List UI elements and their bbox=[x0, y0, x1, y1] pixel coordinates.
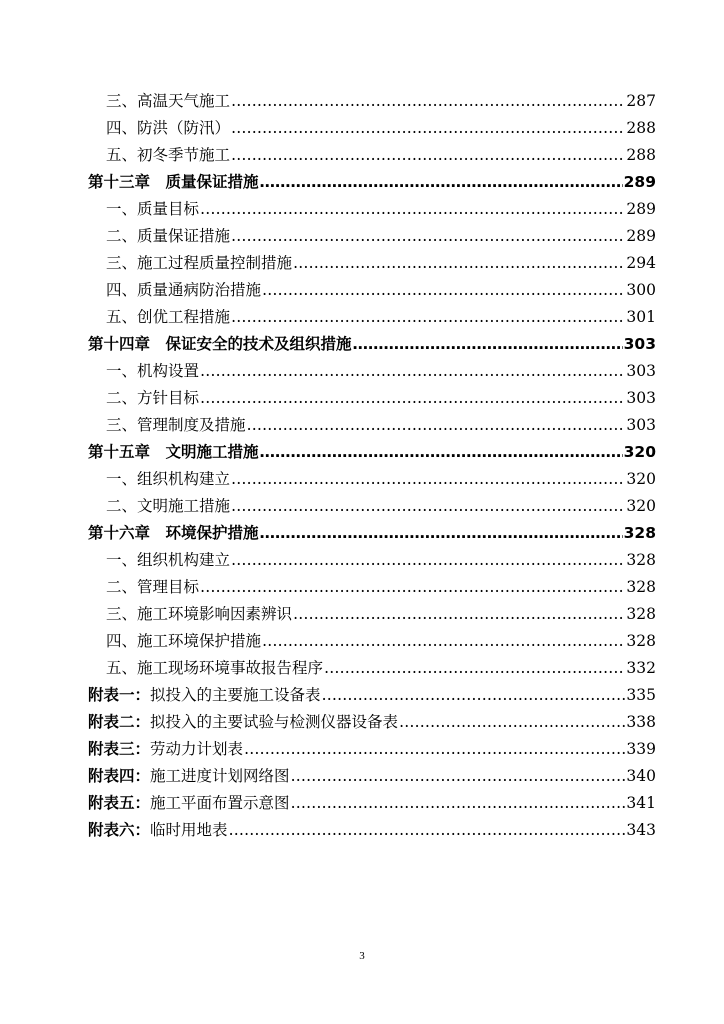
toc-page-number: 332 bbox=[626, 659, 656, 677]
toc-dot-leader bbox=[200, 358, 625, 385]
toc-page-number: 328 bbox=[626, 605, 656, 623]
toc-appendix-name: 施工进度计划网络图 bbox=[150, 767, 290, 785]
toc-entry[interactable] bbox=[88, 655, 656, 682]
toc-appendix-title bbox=[88, 790, 290, 817]
toc-page-number: 328 bbox=[626, 551, 656, 569]
toc-entry[interactable] bbox=[88, 574, 656, 601]
toc-entry-title: 五、施工现场环境事故报告程序 bbox=[106, 659, 324, 677]
toc-entry[interactable] bbox=[88, 88, 656, 115]
toc-appendix-name: 拟投入的主要施工设备表 bbox=[150, 686, 321, 704]
toc-entry[interactable] bbox=[88, 223, 656, 250]
toc-dot-leader bbox=[322, 682, 626, 709]
toc-page-number: 338 bbox=[626, 713, 656, 731]
toc-page-number: 288 bbox=[626, 146, 656, 164]
toc-entry-title: 一、组织机构建立 bbox=[106, 551, 231, 569]
toc-page-number: 301 bbox=[626, 308, 656, 326]
toc-page-number: 294 bbox=[626, 254, 656, 272]
toc-page-number: 320 bbox=[623, 443, 656, 461]
toc-dot-leader bbox=[229, 817, 626, 844]
toc-entry-title: 二、方针目标 bbox=[106, 389, 200, 407]
toc-entry[interactable] bbox=[88, 412, 656, 439]
toc-page-number: 303 bbox=[626, 362, 656, 380]
toc-appendix-entry[interactable] bbox=[88, 736, 656, 763]
toc-page-number: 328 bbox=[623, 524, 656, 542]
toc-dot-leader bbox=[260, 169, 623, 196]
toc-chapter-title: 第十三章 质量保证措施 bbox=[88, 173, 259, 191]
toc-dot-leader bbox=[293, 250, 625, 277]
toc-entry-title: 三、施工过程质量控制措施 bbox=[106, 254, 293, 272]
toc-chapter-entry[interactable] bbox=[88, 520, 656, 547]
toc-appendix-label: 附表四： bbox=[88, 767, 151, 785]
toc-page-number: 339 bbox=[626, 740, 656, 758]
toc-entry-title: 四、防洪（防汛） bbox=[106, 119, 231, 137]
toc-dot-leader bbox=[262, 628, 625, 655]
toc-dot-leader bbox=[291, 763, 626, 790]
toc-appendix-title bbox=[88, 763, 290, 790]
toc-appendix-label: 附表一： bbox=[88, 686, 151, 704]
toc-appendix-name: 拟投入的主要试验与检测仪器设备表 bbox=[150, 713, 399, 731]
toc-dot-leader bbox=[260, 520, 623, 547]
toc-appendix-title bbox=[88, 709, 398, 736]
toc-dot-leader bbox=[200, 196, 625, 223]
toc-dot-leader bbox=[260, 439, 623, 466]
toc-entry[interactable] bbox=[88, 277, 656, 304]
toc-dot-leader bbox=[231, 493, 625, 520]
toc-page-number: 335 bbox=[626, 686, 656, 704]
toc-appendix-name: 施工平面布置示意图 bbox=[150, 794, 290, 812]
toc-appendix-title bbox=[88, 817, 228, 844]
toc-entry-title: 三、施工环境影响因素辨识 bbox=[106, 605, 293, 623]
toc-page-number: 303 bbox=[626, 416, 656, 434]
toc-appendix-entry[interactable] bbox=[88, 790, 656, 817]
toc-dot-leader bbox=[247, 412, 626, 439]
toc-appendix-label: 附表六： bbox=[88, 821, 151, 839]
toc-entry[interactable] bbox=[88, 115, 656, 142]
toc-appendix-entry[interactable] bbox=[88, 682, 656, 709]
toc-chapter-title: 第十六章 环境保护措施 bbox=[88, 524, 259, 542]
toc-appendix-label: 附表三： bbox=[88, 740, 151, 758]
toc-dot-leader bbox=[231, 223, 625, 250]
toc-entry-title: 三、高温天气施工 bbox=[106, 92, 231, 110]
toc-dot-leader bbox=[399, 709, 625, 736]
toc-appendix-entry[interactable] bbox=[88, 763, 656, 790]
toc-chapter-title: 第十五章 文明施工措施 bbox=[88, 443, 259, 461]
toc-dot-leader bbox=[231, 142, 625, 169]
page-number: 3 bbox=[359, 950, 365, 962]
toc-entry[interactable] bbox=[88, 466, 656, 493]
toc-page-number: 288 bbox=[626, 119, 656, 137]
toc-chapter-entry[interactable] bbox=[88, 439, 656, 466]
toc-dot-leader bbox=[231, 304, 625, 331]
toc-appendix-name: 临时用地表 bbox=[150, 821, 228, 839]
toc-dot-leader bbox=[324, 655, 625, 682]
toc-page-number: 289 bbox=[626, 200, 656, 218]
toc-page-number: 303 bbox=[626, 389, 656, 407]
toc-page-number: 341 bbox=[626, 794, 656, 812]
toc-dot-leader bbox=[231, 115, 625, 142]
toc-chapter-entry[interactable] bbox=[88, 169, 656, 196]
toc-page-number: 340 bbox=[626, 767, 656, 785]
toc-dot-leader bbox=[200, 574, 625, 601]
toc-dot-leader bbox=[244, 736, 625, 763]
toc-dot-leader bbox=[200, 385, 625, 412]
toc-entry-title: 二、质量保证措施 bbox=[106, 227, 231, 245]
toc-entry-title: 二、文明施工措施 bbox=[106, 497, 231, 515]
toc-page-number: 303 bbox=[623, 335, 656, 353]
toc-page-number: 300 bbox=[626, 281, 656, 299]
toc-entry-title: 五、初冬季节施工 bbox=[106, 146, 231, 164]
toc-appendix-label: 附表五： bbox=[88, 794, 151, 812]
toc-entry[interactable] bbox=[88, 547, 656, 574]
toc-dot-leader bbox=[293, 601, 625, 628]
toc-appendix-title bbox=[88, 682, 321, 709]
toc-entry[interactable] bbox=[88, 250, 656, 277]
toc-entry-title: 二、管理目标 bbox=[106, 578, 200, 596]
toc-entry-title: 三、管理制度及措施 bbox=[106, 416, 246, 434]
toc-page-number: 289 bbox=[623, 173, 656, 191]
toc-entry[interactable] bbox=[88, 601, 656, 628]
toc-page-number: 343 bbox=[626, 821, 656, 839]
toc-entry[interactable] bbox=[88, 628, 656, 655]
toc-page-number: 289 bbox=[626, 227, 656, 245]
toc-dot-leader bbox=[291, 790, 626, 817]
toc-dot-leader bbox=[262, 277, 625, 304]
table-of-contents bbox=[88, 88, 656, 844]
toc-entry[interactable] bbox=[88, 385, 656, 412]
toc-chapter-title: 第十四章 保证安全的技术及组织措施 bbox=[88, 335, 352, 353]
toc-entry[interactable] bbox=[88, 304, 656, 331]
toc-chapter-entry[interactable] bbox=[88, 331, 656, 358]
toc-entry-title: 一、机构设置 bbox=[106, 362, 200, 380]
toc-entry[interactable] bbox=[88, 358, 656, 385]
toc-entry[interactable] bbox=[88, 493, 656, 520]
toc-entry-title: 四、质量通病防治措施 bbox=[106, 281, 262, 299]
toc-dot-leader bbox=[231, 466, 625, 493]
toc-entry[interactable] bbox=[88, 196, 656, 223]
toc-entry[interactable] bbox=[88, 142, 656, 169]
toc-page-number: 287 bbox=[626, 92, 656, 110]
toc-entry-title: 一、质量目标 bbox=[106, 200, 200, 218]
toc-appendix-entry[interactable] bbox=[88, 817, 656, 844]
toc-page-number: 328 bbox=[626, 632, 656, 650]
toc-entry-title: 四、施工环境保护措施 bbox=[106, 632, 262, 650]
toc-appendix-entry[interactable] bbox=[88, 709, 656, 736]
toc-entry-title: 五、创优工程措施 bbox=[106, 308, 231, 326]
toc-dot-leader bbox=[231, 88, 625, 115]
toc-page-number: 320 bbox=[626, 497, 656, 515]
toc-appendix-title bbox=[88, 736, 243, 763]
toc-appendix-name: 劳动力计划表 bbox=[150, 740, 244, 758]
toc-entry-title: 一、组织机构建立 bbox=[106, 470, 231, 488]
toc-dot-leader bbox=[231, 547, 625, 574]
toc-page-number: 320 bbox=[626, 470, 656, 488]
toc-dot-leader bbox=[353, 331, 623, 358]
toc-appendix-label: 附表二： bbox=[88, 713, 151, 731]
toc-page-number: 328 bbox=[626, 578, 656, 596]
